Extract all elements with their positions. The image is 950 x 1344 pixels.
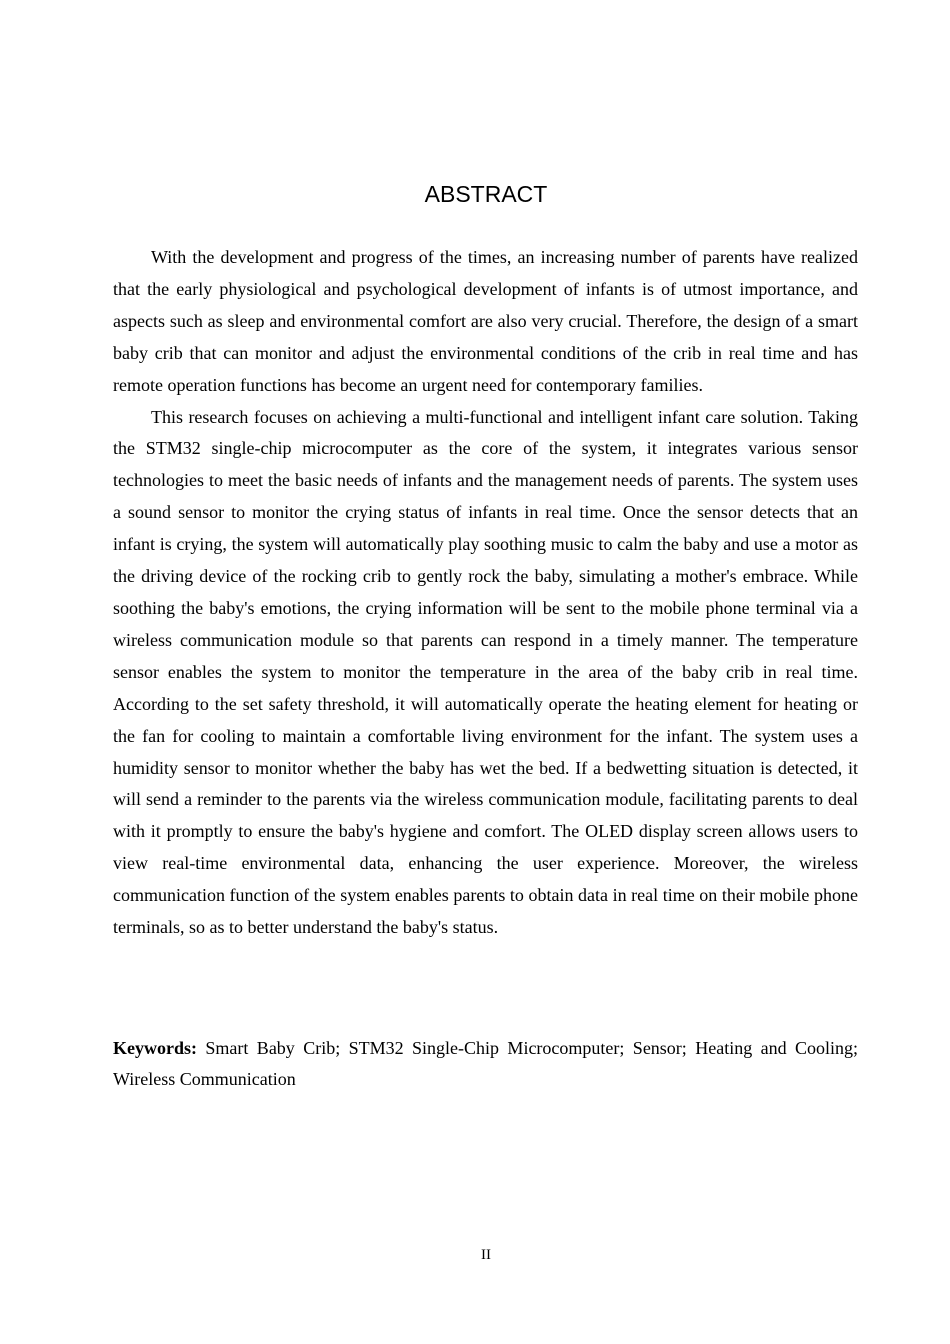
- keywords-section: [113, 1033, 858, 1095]
- abstract-body: [113, 242, 858, 944]
- abstract-paragraph-2: This research focuses on achieving a multi-functional and intelligent infant care solution. Taking the STM32 single-chip microcomputer as the core of the system, it integrates various sensor technologies to meet the basic needs of infants and the management needs of parents. The system uses a sound sensor to monitor the crying status of infants in real time. Once the sensor detects that an infant is crying, the system will automatically play soothing music to calm the baby and use a motor as the driving device of the rocking crib to gently rock the baby, simulating a mother's embrace. While soothing the baby's emotions, the crying information will be sent to the mobile phone terminal via a wireless communication module so that parents can respond in a timely manner. The temperature sensor enables the system to monitor the temperature in the area of the baby crib in real time. According to the set safety threshold, it will automatically operate the heating element for heating or the fan for cooling to maintain a comfortable living environment for the infant. The system uses a humidity sensor to monitor whether the baby has wet the bed. If a bedwetting situation is detected, it will send a reminder to the parents via the wireless communication module, facilitating parents to deal with it promptly to ensure the baby's hygiene and comfort. The OLED display screen allows users to view real-time environmental data, enhancing the user experience. Moreover, the wireless communication function of the system enables parents to obtain data in real time on their mobile phone terminals, so as to better understand the baby's status.: [113, 406, 858, 938]
- abstract-paragraph-1: With the development and progress of the times, an increasing number of parents have realized that the early physiological and psychological development of infants is of utmost importance, and aspects such as sleep and environmental comfort are also very crucial. Therefore, the design of a smart baby crib that can monitor and adjust the environmental conditions of the crib in real time and has remote operation functions has become an urgent need for contemporary families.: [113, 247, 858, 395]
- abstract-heading: ABSTRACT: [424, 181, 548, 207]
- keywords-text: Smart Baby Crib; STM32 Single-Chip Microcomputer; Sensor; Heating and Cooling; Wireless Communication: [113, 1038, 858, 1089]
- keywords-label: Keywords:: [113, 1038, 197, 1058]
- page-number: II: [481, 1247, 491, 1263]
